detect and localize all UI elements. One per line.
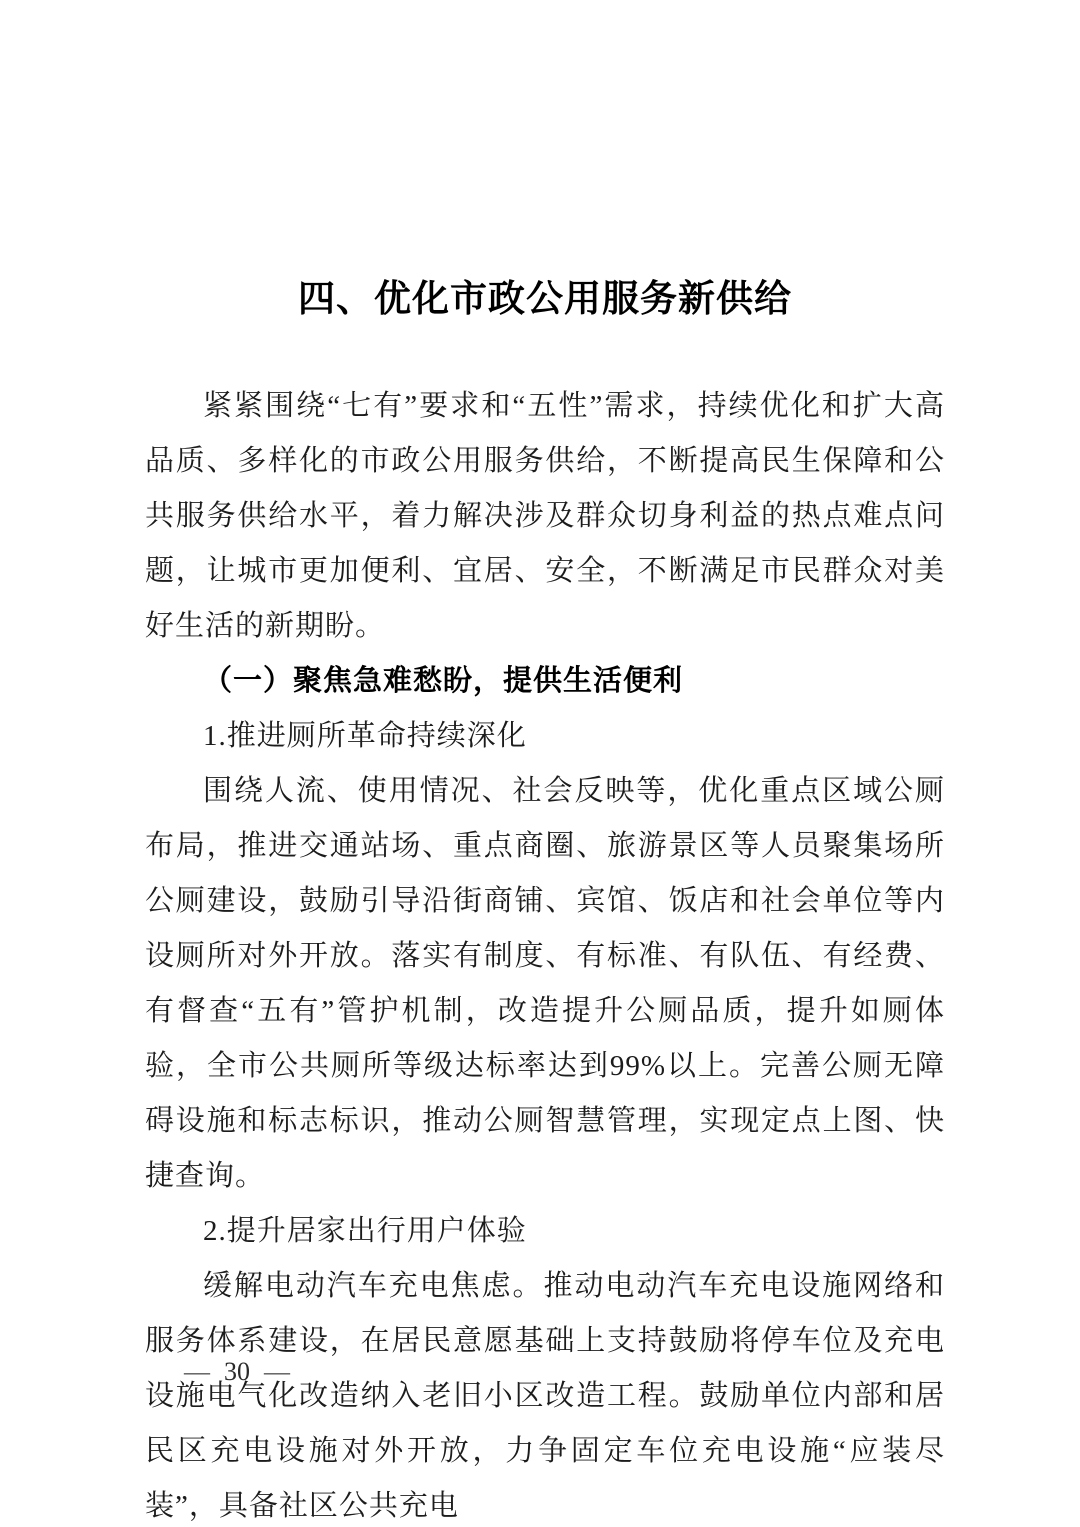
footer-page-number: 30 [224, 1357, 250, 1386]
paragraph-toilet-revolution: 围绕人流、使用情况、社会反映等，优化重点区域公厕布局，推进交通站场、重点商圈、旅游景区等人员聚集场所公厕建设，鼓励引导沿街商铺、宾馆、饭店和社会单位等内设厕所对外开放。落实有制度、有标准、有队伍、有经费、有督查“五有”管护机制，改造提升公厕品质，提升如厕体验，全市公共厕所等级达标率达到99%以上。完善公厕无障碍设施和标志标识，推动公厕智慧管理，实现定点上图、快捷查询。 [145, 775, 945, 1192]
section-heading: （一）聚焦急难愁盼，提供生活便利 [203, 665, 684, 697]
numbered-item-2: 2.提升居家出行用户体验 [203, 1215, 527, 1247]
footer-left-dash: — [184, 1357, 210, 1386]
page-footer [170, 1352, 304, 1392]
paragraph-intro: 紧紧围绕“七有”要求和“五性”需求，持续优化和扩大高品质、多样化的市政公用服务供给，不断提高民生保障和公共服务供给水平，着力解决涉及群众切身利益的热点难点问题，让城市更加便利、宜居、安全，不断满足市民群众对美好生活的新期盼。 [145, 390, 945, 642]
paragraph-ev-charging: 缓解电动汽车充电焦虑。推动电动汽车充电设施网络和服务体系建设，在居民意愿基础上支持鼓励将停车位及充电设施电气化改造纳入老旧小区改造工程。鼓励单位内部和居民区充电设施对外开放，力争固定车位充电设施“应装尽装”，具备社区公共充电 [145, 1270, 945, 1522]
numbered-item-1: 1.推进厕所革命持续深化 [203, 720, 527, 752]
page-title: 四、优化市政公用服务新供给 [298, 279, 792, 320]
footer-right-dash: — [264, 1357, 290, 1386]
